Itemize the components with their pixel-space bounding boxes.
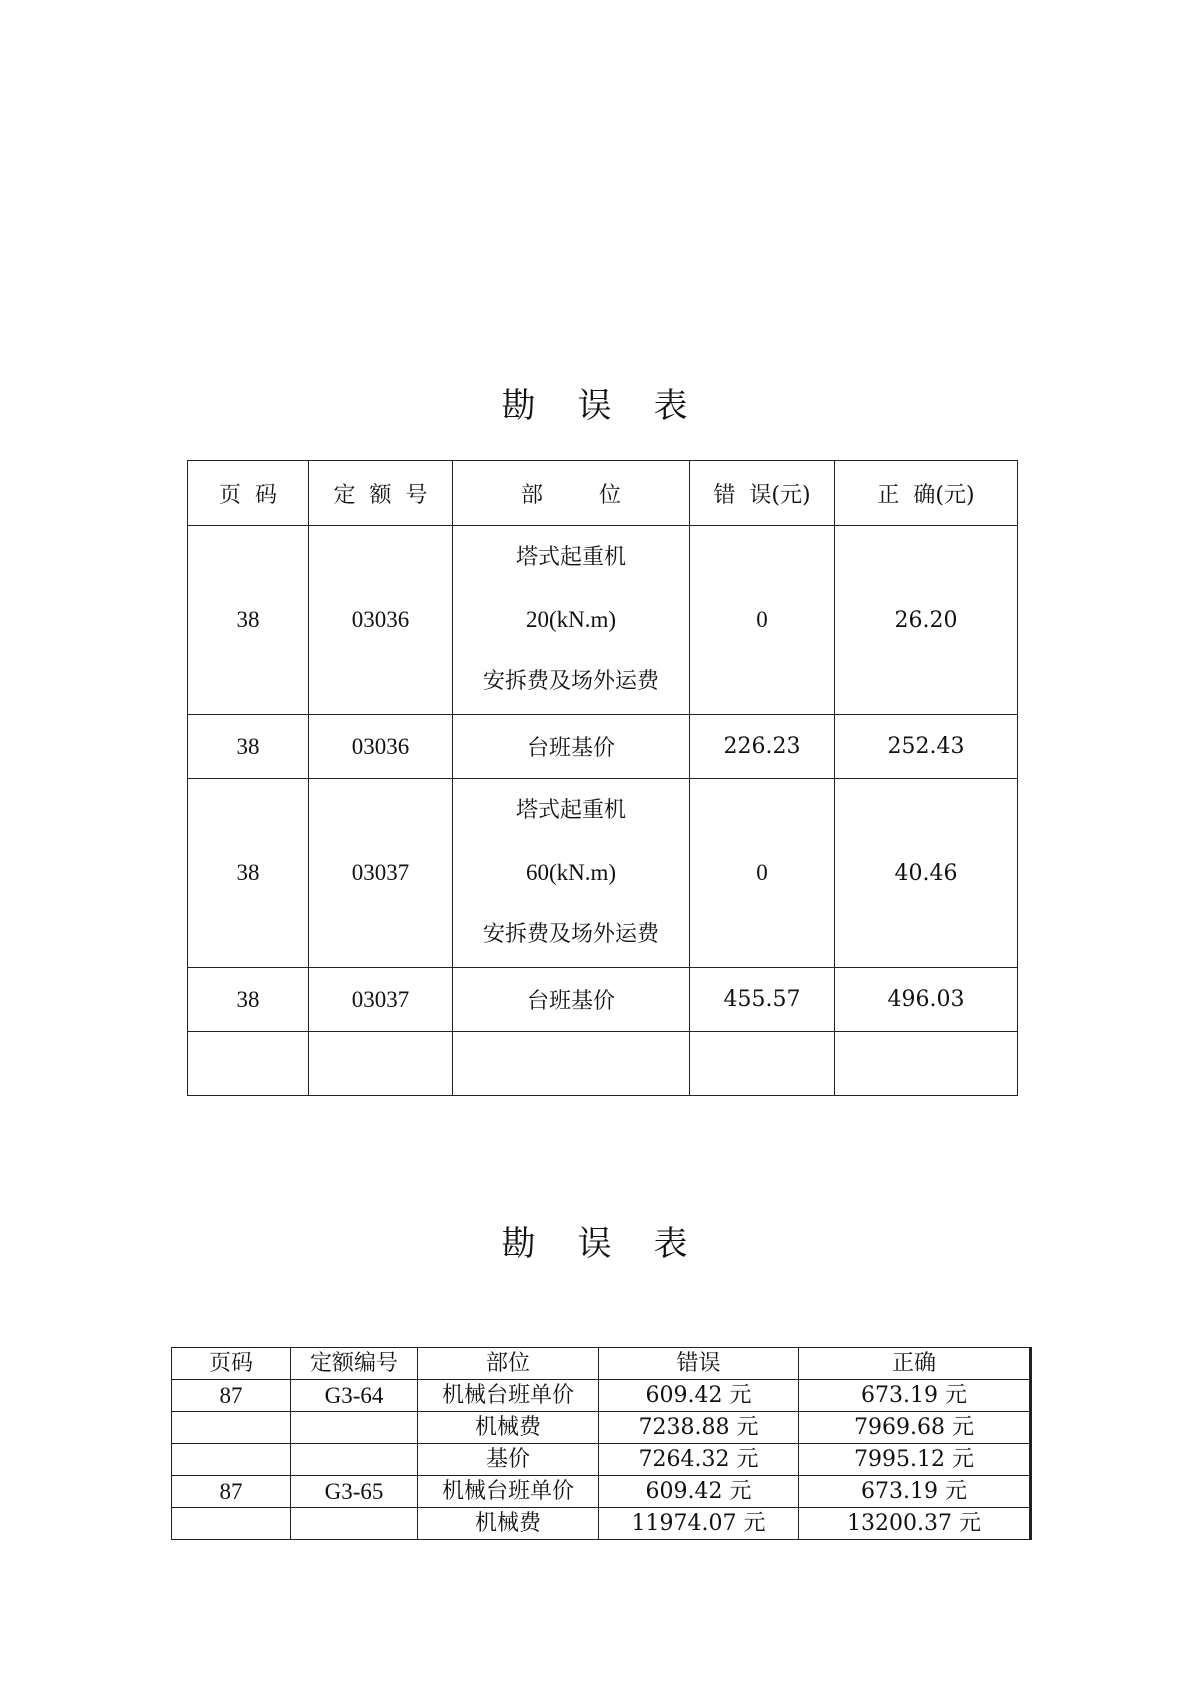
cell-correct: 26.20: [835, 526, 1018, 715]
table-row: [172, 1380, 1031, 1412]
header-code: 定 额 号: [309, 461, 453, 526]
cell-code: 03036: [309, 715, 453, 779]
part-line: 塔式起重机: [515, 798, 626, 823]
cell-part: 机械台班单价: [418, 1380, 599, 1412]
cell-wrong: 609.42 元: [599, 1380, 799, 1412]
cell-code: G3-65: [291, 1476, 418, 1508]
cell-wrong: 11974.07 元: [599, 1508, 799, 1540]
cell-part: 机械台班单价: [418, 1476, 599, 1508]
part-line: 安拆费及场外运费: [482, 922, 659, 947]
cell-part: [453, 526, 690, 715]
cell-correct: 7969.68 元: [799, 1412, 1031, 1444]
table-row: [188, 1032, 1018, 1096]
cell-page: [172, 1444, 291, 1476]
table-row: [172, 1476, 1031, 1508]
part-line: 安拆费及场外运费: [482, 669, 659, 694]
cell-page: 38: [188, 526, 309, 715]
table-row: [172, 1412, 1031, 1444]
cell-page: [188, 1032, 309, 1096]
cell-code: [291, 1508, 418, 1540]
cell-wrong: [690, 1032, 835, 1096]
header-page: 页 码: [188, 461, 309, 526]
header-correct: 正确: [799, 1348, 1031, 1380]
cell-correct: 13200.37 元: [799, 1508, 1031, 1540]
title-char: 表: [653, 386, 690, 426]
title-char: 误: [577, 386, 614, 426]
cell-page: 87: [172, 1476, 291, 1508]
cell-code: [309, 1032, 453, 1096]
table-row: [172, 1508, 1031, 1540]
cell-code: 03037: [309, 968, 453, 1032]
cell-correct: 7995.12 元: [799, 1444, 1031, 1476]
cell-wrong: 7238.88 元: [599, 1412, 799, 1444]
cell-page: 87: [172, 1380, 291, 1412]
cell-part: 机械费: [418, 1412, 599, 1444]
cell-correct: 252.43: [835, 715, 1018, 779]
header-part: 部位: [418, 1348, 599, 1380]
cell-correct: 496.03: [835, 968, 1018, 1032]
table-row: [188, 779, 1018, 968]
table-row: [188, 715, 1018, 779]
cell-part: 基价: [418, 1444, 599, 1476]
cell-page: [172, 1412, 291, 1444]
part-line: 20(kN.m): [525, 607, 617, 632]
errata-title-2: [0, 1216, 1191, 1265]
cell-part: 台班基价: [453, 715, 690, 779]
cell-wrong: 609.42 元: [599, 1476, 799, 1508]
header-wrong: 错误: [599, 1348, 799, 1380]
cell-part: 台班基价: [453, 968, 690, 1032]
title-char: 勘: [501, 1224, 538, 1264]
cell-wrong: 455.57: [690, 968, 835, 1032]
header-correct: 正 确(元): [835, 461, 1018, 526]
cell-page: [172, 1508, 291, 1540]
table-header-row: [188, 461, 1018, 526]
table-row: [172, 1444, 1031, 1476]
errata-table-1: [187, 460, 1018, 1096]
table-row: [188, 526, 1018, 715]
cell-wrong: 0: [690, 779, 835, 968]
part-line: 60(kN.m): [525, 860, 617, 885]
cell-correct: 40.46: [835, 779, 1018, 968]
cell-correct: 673.19 元: [799, 1476, 1031, 1508]
errata-table-2: [171, 1347, 1032, 1540]
cell-code: [291, 1444, 418, 1476]
header-wrong: 错 误(元): [690, 461, 835, 526]
part-line: 塔式起重机: [515, 545, 626, 570]
cell-part: 机械费: [418, 1508, 599, 1540]
header-code: 定额编号: [291, 1348, 418, 1380]
cell-page: 38: [188, 779, 309, 968]
cell-wrong: 7264.32 元: [599, 1444, 799, 1476]
header-part: 部 位: [453, 461, 690, 526]
cell-code: 03036: [309, 526, 453, 715]
title-char: 勘: [501, 386, 538, 426]
title-char: 表: [653, 1224, 690, 1264]
cell-page: 38: [188, 968, 309, 1032]
cell-correct: 673.19 元: [799, 1380, 1031, 1412]
cell-code: 03037: [309, 779, 453, 968]
table-header-row: [172, 1348, 1031, 1380]
cell-code: G3-64: [291, 1380, 418, 1412]
cell-page: 38: [188, 715, 309, 779]
header-page: 页码: [172, 1348, 291, 1380]
title-char: 误: [577, 1224, 614, 1264]
cell-correct: [835, 1032, 1018, 1096]
cell-wrong: 226.23: [690, 715, 835, 779]
cell-wrong: 0: [690, 526, 835, 715]
cell-code: [291, 1412, 418, 1444]
errata-title-1: [0, 378, 1191, 427]
table-row: [188, 968, 1018, 1032]
cell-part: [453, 1032, 690, 1096]
cell-part: [453, 779, 690, 968]
